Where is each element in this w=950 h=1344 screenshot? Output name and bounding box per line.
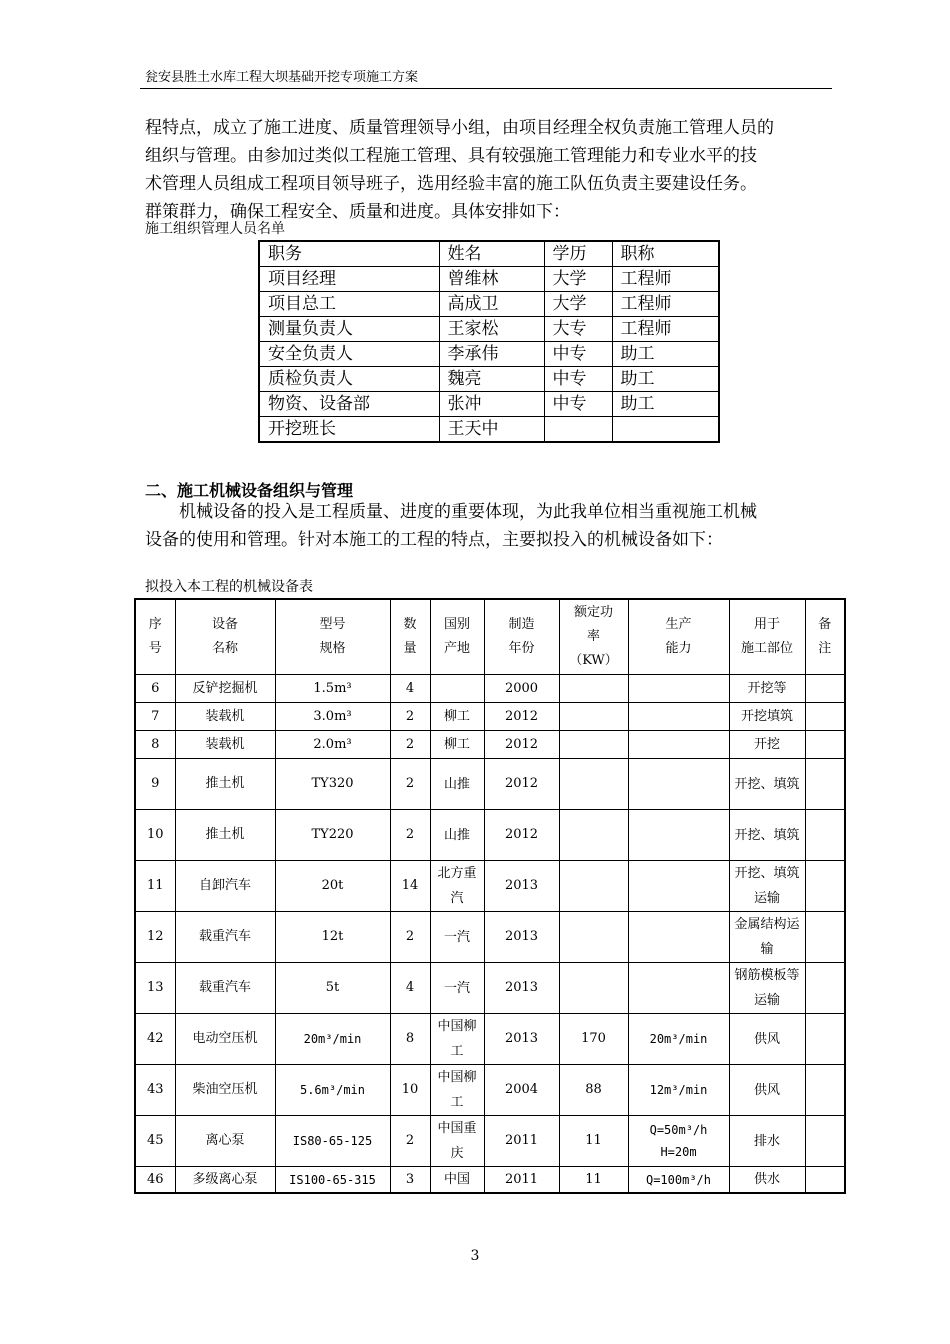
staff-cell: 助工 — [612, 367, 719, 392]
intro-line: 群策群力，确保工程安全、质量和进度。具体安排如下： — [145, 202, 570, 222]
equip-cell-qty: 2 — [390, 810, 430, 861]
equip-cell-origin: 柳工 — [430, 731, 484, 759]
equipment-table — [134, 598, 846, 1194]
equip-cell-year: 2012 — [484, 810, 559, 861]
equip-header-cell — [430, 599, 484, 675]
equip-cell-no: 9 — [135, 759, 175, 810]
staff-cell: 开挖班长 — [259, 417, 439, 443]
equip-row — [135, 912, 845, 963]
equip-cell-qty: 2 — [390, 731, 430, 759]
staff-cell — [612, 417, 719, 443]
equip-header-text: 序 — [148, 617, 162, 632]
equip-cell-model: IS100-65-315 — [275, 1167, 390, 1194]
staff-cell: 李承伟 — [439, 342, 544, 367]
equip-row — [135, 1116, 845, 1167]
equip-cell-capacity — [628, 963, 729, 1014]
equip-row — [135, 861, 845, 912]
equip-cell-power — [559, 810, 628, 861]
equip-cell-power — [559, 675, 628, 703]
staff-cell: 中专 — [544, 367, 612, 392]
equip-cell-qty: 4 — [390, 675, 430, 703]
equip-cell-power: 11 — [559, 1167, 628, 1194]
staff-row — [259, 267, 719, 292]
equip-header-cell — [484, 599, 559, 675]
equip-cell-no: 6 — [135, 675, 175, 703]
equip-row — [135, 1065, 845, 1116]
equip-cell-year: 2013 — [484, 861, 559, 912]
equip-cell-name: 载重汽车 — [175, 963, 275, 1014]
staff-cell: 工程师 — [612, 317, 719, 342]
equip-header-text: 规格 — [319, 641, 346, 656]
section2-line: 设备的使用和管理。针对本施工的工程的特点，主要拟投入的机械设备如下： — [145, 530, 723, 550]
equip-header-text: 设备 — [211, 617, 238, 632]
staff-header-cell: 职称 — [612, 241, 719, 267]
equip-cell-note — [805, 912, 845, 963]
staff-cell: 安全负责人 — [259, 342, 439, 367]
equip-cell-no: 11 — [135, 861, 175, 912]
equip-cell-qty: 2 — [390, 703, 430, 731]
equip-cell-name: 推土机 — [175, 759, 275, 810]
equip-cell-use: 供水 — [729, 1167, 805, 1194]
equip-header-text: 生产 — [665, 617, 692, 632]
equip-header-text: 数 — [403, 617, 417, 632]
equip-header-text: 施工部位 — [740, 641, 793, 656]
equip-cell-qty: 2 — [390, 759, 430, 810]
equip-cell-model: 5.6m³/min — [275, 1065, 390, 1116]
staff-row — [259, 292, 719, 317]
equip-cell-note — [805, 1116, 845, 1167]
equip-cell-capacity — [628, 810, 729, 861]
equip-cell-qty: 10 — [390, 1065, 430, 1116]
equip-cell-capacity — [628, 675, 729, 703]
equip-cell-power — [559, 759, 628, 810]
staff-cell: 曾维林 — [439, 267, 544, 292]
equip-cell-origin: 柳工 — [430, 703, 484, 731]
page-number: 3 — [470, 1248, 480, 1264]
equip-cell-capacity — [628, 912, 729, 963]
staff-cell: 大学 — [544, 292, 612, 317]
staff-cell — [544, 417, 612, 443]
equip-cell-power — [559, 731, 628, 759]
staff-cell: 张冲 — [439, 392, 544, 417]
equip-cell-note — [805, 963, 845, 1014]
equip-row — [135, 963, 845, 1014]
equip-header-cell — [135, 599, 175, 675]
staff-row — [259, 417, 719, 443]
equip-cell-name: 推土机 — [175, 810, 275, 861]
equip-cell-origin: 一汽 — [430, 963, 484, 1014]
equip-cell-note — [805, 861, 845, 912]
staff-cell: 质检负责人 — [259, 367, 439, 392]
equip-cell-name: 离心泵 — [175, 1116, 275, 1167]
equip-row — [135, 1167, 845, 1194]
equip-cell-capacity: Q=100m³/h — [628, 1167, 729, 1194]
equip-cell-model: 5t — [275, 963, 390, 1014]
section2-line: 机械设备的投入是工程质量、进度的重要体现，为此我单位相当重视施工机械 — [179, 502, 757, 522]
equip-cell-model: 3.0m³ — [275, 703, 390, 731]
equip-cell-year: 2012 — [484, 731, 559, 759]
staff-cell: 助工 — [612, 342, 719, 367]
equip-cell-year: 2000 — [484, 675, 559, 703]
equip-cell-year: 2013 — [484, 963, 559, 1014]
staff-cell: 高成卫 — [439, 292, 544, 317]
staff-cell: 工程师 — [612, 292, 719, 317]
equip-cell-no: 7 — [135, 703, 175, 731]
staff-table-caption: 施工组织管理人员名单 — [145, 221, 285, 237]
header-rule — [140, 88, 832, 89]
equip-cell-capacity — [628, 731, 729, 759]
equip-cell-use: 供风 — [729, 1014, 805, 1065]
equip-cell-name: 自卸汽车 — [175, 861, 275, 912]
staff-header-row — [259, 241, 719, 267]
equip-cell-qty: 2 — [390, 912, 430, 963]
equip-cell-note — [805, 731, 845, 759]
equip-cell-origin: 中国柳工 — [430, 1065, 484, 1116]
equip-cell-use: 供风 — [729, 1065, 805, 1116]
equip-header-text: 号 — [148, 641, 162, 656]
equip-cell-no: 43 — [135, 1065, 175, 1116]
equip-cell-qty: 2 — [390, 1116, 430, 1167]
equip-row — [135, 810, 845, 861]
staff-row — [259, 367, 719, 392]
equip-cell-use: 钢筋模板等运输 — [729, 963, 805, 1014]
equip-cell-origin: 中国重庆 — [430, 1116, 484, 1167]
section-heading: 二、施工机械设备组织与管理 — [145, 481, 354, 500]
staff-header-cell: 职务 — [259, 241, 439, 267]
equip-cell-note — [805, 759, 845, 810]
equip-cell-no: 42 — [135, 1014, 175, 1065]
equip-cell-name: 电动空压机 — [175, 1014, 275, 1065]
equip-header-text: 注 — [818, 641, 832, 656]
equip-cell-origin: 中国柳工 — [430, 1014, 484, 1065]
equip-cell-use: 排水 — [729, 1116, 805, 1167]
equip-cell-capacity — [628, 759, 729, 810]
equip-cell-note — [805, 1065, 845, 1116]
equip-cell-origin — [430, 675, 484, 703]
equip-cell-origin: 山推 — [430, 810, 484, 861]
staff-cell: 王天中 — [439, 417, 544, 443]
equip-cell-use: 开挖填筑 — [729, 703, 805, 731]
equip-cell-model: 2.0m³ — [275, 731, 390, 759]
equip-cell-capacity — [628, 703, 729, 731]
equip-cell-year: 2013 — [484, 1014, 559, 1065]
staff-cell: 王家松 — [439, 317, 544, 342]
equip-cell-origin: 一汽 — [430, 912, 484, 963]
equip-header-cell — [390, 599, 430, 675]
intro-line: 程特点，成立了施工进度、质量管理领导小组，由项目经理全权负责施工管理人员的 — [145, 118, 774, 138]
equip-cell-qty: 8 — [390, 1014, 430, 1065]
staff-row — [259, 342, 719, 367]
equip-cell-model: 20m³/min — [275, 1014, 390, 1065]
equip-header-text: 用于 — [753, 617, 780, 632]
staff-cell: 工程师 — [612, 267, 719, 292]
equip-row — [135, 731, 845, 759]
staff-cell: 项目经理 — [259, 267, 439, 292]
staff-row — [259, 317, 719, 342]
staff-cell: 测量负责人 — [259, 317, 439, 342]
equip-cell-use: 开挖、填筑 — [729, 759, 805, 810]
equip-header-text: 产地 — [443, 641, 470, 656]
equip-header-cell — [628, 599, 729, 675]
equip-cell-note — [805, 810, 845, 861]
equip-cell-qty: 4 — [390, 963, 430, 1014]
equip-cell-model: 1.5m³ — [275, 675, 390, 703]
equip-header-text: 国别 — [443, 617, 470, 632]
staff-cell: 大学 — [544, 267, 612, 292]
equip-cell-year: 2013 — [484, 912, 559, 963]
equip-cell-power — [559, 703, 628, 731]
equip-header-cell — [175, 599, 275, 675]
equip-cell-note — [805, 1167, 845, 1194]
equip-header-cell — [559, 599, 628, 675]
equip-cell-name: 柴油空压机 — [175, 1065, 275, 1116]
equip-cell-model: IS80-65-125 — [275, 1116, 390, 1167]
staff-header-cell: 学历 — [544, 241, 612, 267]
intro-paragraph — [145, 114, 835, 226]
equip-cell-year: 2012 — [484, 703, 559, 731]
equip-header-text: 型号 — [319, 617, 346, 632]
equip-cell-model: 20t — [275, 861, 390, 912]
intro-line: 术管理人员组成工程项目领导班子，选用经验丰富的施工队伍负责主要建设任务。 — [145, 174, 757, 194]
equip-cell-capacity: Q=50m³/h H=20m — [628, 1116, 729, 1167]
equip-cell-origin: 中国 — [430, 1167, 484, 1194]
page-header: 瓮安县胜土水库工程大坝基础开挖专项施工方案 — [145, 70, 419, 85]
equip-cell-name: 载重汽车 — [175, 912, 275, 963]
equip-header-text: 名称 — [211, 641, 238, 656]
equip-cell-power: 88 — [559, 1065, 628, 1116]
staff-row — [259, 392, 719, 417]
equip-header-text: 年份 — [508, 641, 535, 656]
equip-cell-origin: 北方重汽 — [430, 861, 484, 912]
equip-cell-no: 45 — [135, 1116, 175, 1167]
equip-cell-use: 开挖、填筑 — [729, 810, 805, 861]
equip-header-text: 能力 — [665, 641, 692, 656]
equip-cell-note — [805, 675, 845, 703]
equip-cell-power — [559, 861, 628, 912]
equip-cell-year: 2012 — [484, 759, 559, 810]
staff-table — [258, 240, 720, 443]
equip-table-caption: 拟投入本工程的机械设备表 — [145, 579, 313, 595]
equip-cell-power — [559, 912, 628, 963]
staff-cell: 助工 — [612, 392, 719, 417]
equip-cell-capacity: 20m³/min — [628, 1014, 729, 1065]
equip-cell-use: 开挖等 — [729, 675, 805, 703]
equip-cell-note — [805, 703, 845, 731]
equip-cell-name: 装载机 — [175, 703, 275, 731]
equip-header-cell — [729, 599, 805, 675]
staff-cell: 魏亮 — [439, 367, 544, 392]
equip-header-text: （KW） — [569, 653, 618, 668]
section2-paragraph — [145, 498, 835, 554]
equip-header-text: 备 — [818, 617, 832, 632]
equip-row — [135, 1014, 845, 1065]
equip-cell-note — [805, 1014, 845, 1065]
equip-cell-year: 2011 — [484, 1116, 559, 1167]
equip-cell-use: 开挖、填筑运输 — [729, 861, 805, 912]
equip-cell-qty: 3 — [390, 1167, 430, 1194]
equip-cell-qty: 14 — [390, 861, 430, 912]
equip-header-cell — [805, 599, 845, 675]
equip-cell-no: 13 — [135, 963, 175, 1014]
equip-cell-model: TY320 — [275, 759, 390, 810]
equip-cell-name: 反铲挖掘机 — [175, 675, 275, 703]
equip-cell-power — [559, 963, 628, 1014]
equip-cell-use: 金属结构运输 — [729, 912, 805, 963]
equip-cell-power: 170 — [559, 1014, 628, 1065]
equip-cell-name: 多级离心泵 — [175, 1167, 275, 1194]
equip-cell-use: 开挖 — [729, 731, 805, 759]
staff-cell: 大专 — [544, 317, 612, 342]
equip-cell-no: 10 — [135, 810, 175, 861]
equip-cell-model: 12t — [275, 912, 390, 963]
equip-header-text: 量 — [403, 641, 417, 656]
equip-cell-capacity: 12m³/min — [628, 1065, 729, 1116]
equip-cell-model: TY220 — [275, 810, 390, 861]
equip-cell-power: 11 — [559, 1116, 628, 1167]
equip-row — [135, 675, 845, 703]
staff-cell: 物资、设备部 — [259, 392, 439, 417]
staff-header-cell: 姓名 — [439, 241, 544, 267]
equip-cell-origin: 山推 — [430, 759, 484, 810]
equip-cell-year: 2004 — [484, 1065, 559, 1116]
equip-cell-no: 46 — [135, 1167, 175, 1194]
equip-header-text: 额定功 — [573, 605, 613, 620]
equip-row — [135, 759, 845, 810]
equip-cell-name: 装载机 — [175, 731, 275, 759]
equip-cell-capacity — [628, 861, 729, 912]
staff-cell: 项目总工 — [259, 292, 439, 317]
equip-cell-no: 12 — [135, 912, 175, 963]
equip-row — [135, 703, 845, 731]
equip-header-cell — [275, 599, 390, 675]
equip-header-text: 制造 — [508, 617, 535, 632]
intro-line: 组织与管理。由参加过类似工程施工管理、具有较强施工管理能力和专业水平的技 — [145, 146, 757, 166]
staff-cell: 中专 — [544, 392, 612, 417]
equip-header-text: 率 — [586, 629, 600, 644]
staff-cell: 中专 — [544, 342, 612, 367]
equip-cell-year: 2011 — [484, 1167, 559, 1194]
equip-cell-no: 8 — [135, 731, 175, 759]
